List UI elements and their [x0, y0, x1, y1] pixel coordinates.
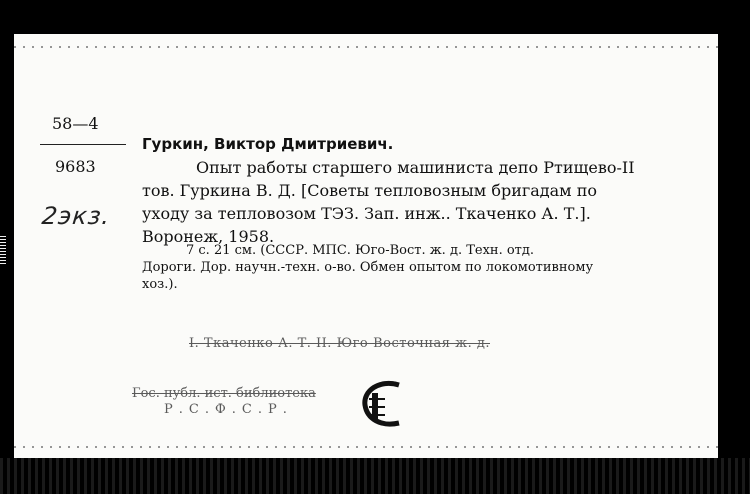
bibliographic-entry — [142, 132, 635, 248]
collation-line-2: Дороги. Дор. научн.-техн. о-во. Обмен опытом по локомотивному — [142, 260, 594, 275]
handwritten-copies-note: 2экз. — [40, 202, 112, 230]
call-number-bottom: 9683 — [55, 157, 96, 176]
collation-line-3: хоз.). — [142, 277, 178, 292]
scan-edge-mark — [0, 236, 6, 264]
collation-note — [142, 242, 593, 293]
card-top-edge — [14, 46, 718, 48]
library-stamp-text: Гос. публ. ист. библиотека — [132, 386, 316, 401]
title-line-3: уходу за тепловозом ТЭЗ. Зап. инж.. Ткаченко А. Т.]. — [142, 204, 591, 223]
author-heading: Гуркин, Виктор Дмитриевич. — [142, 135, 394, 153]
call-number-divider — [40, 144, 126, 145]
library-stamp-subtext: Р.С.Ф.С.Р. — [164, 402, 293, 417]
card-bottom-edge — [14, 446, 718, 448]
collation-line-1: 7 с. 21 см. (СССР. МПС. Юго-Вост. ж. д. Техн. отд. — [186, 243, 534, 258]
tracing-line: I. Ткаченко А. Т. II. Юго-Восточная ж. д. — [189, 336, 490, 351]
library-stamp-icon — [359, 379, 405, 429]
title-line-1: Опыт работы старшего машиниста депо Ртищево-II — [196, 158, 635, 177]
title-line-4: Воронеж, 1958. — [142, 227, 275, 246]
call-number-top: 58—4 — [52, 114, 99, 133]
catalog-card — [14, 34, 718, 458]
scan-bottom-band — [0, 458, 750, 494]
title-line-2: тов. Гуркина В. Д. [Советы тепловозным бригадам по — [142, 181, 597, 200]
